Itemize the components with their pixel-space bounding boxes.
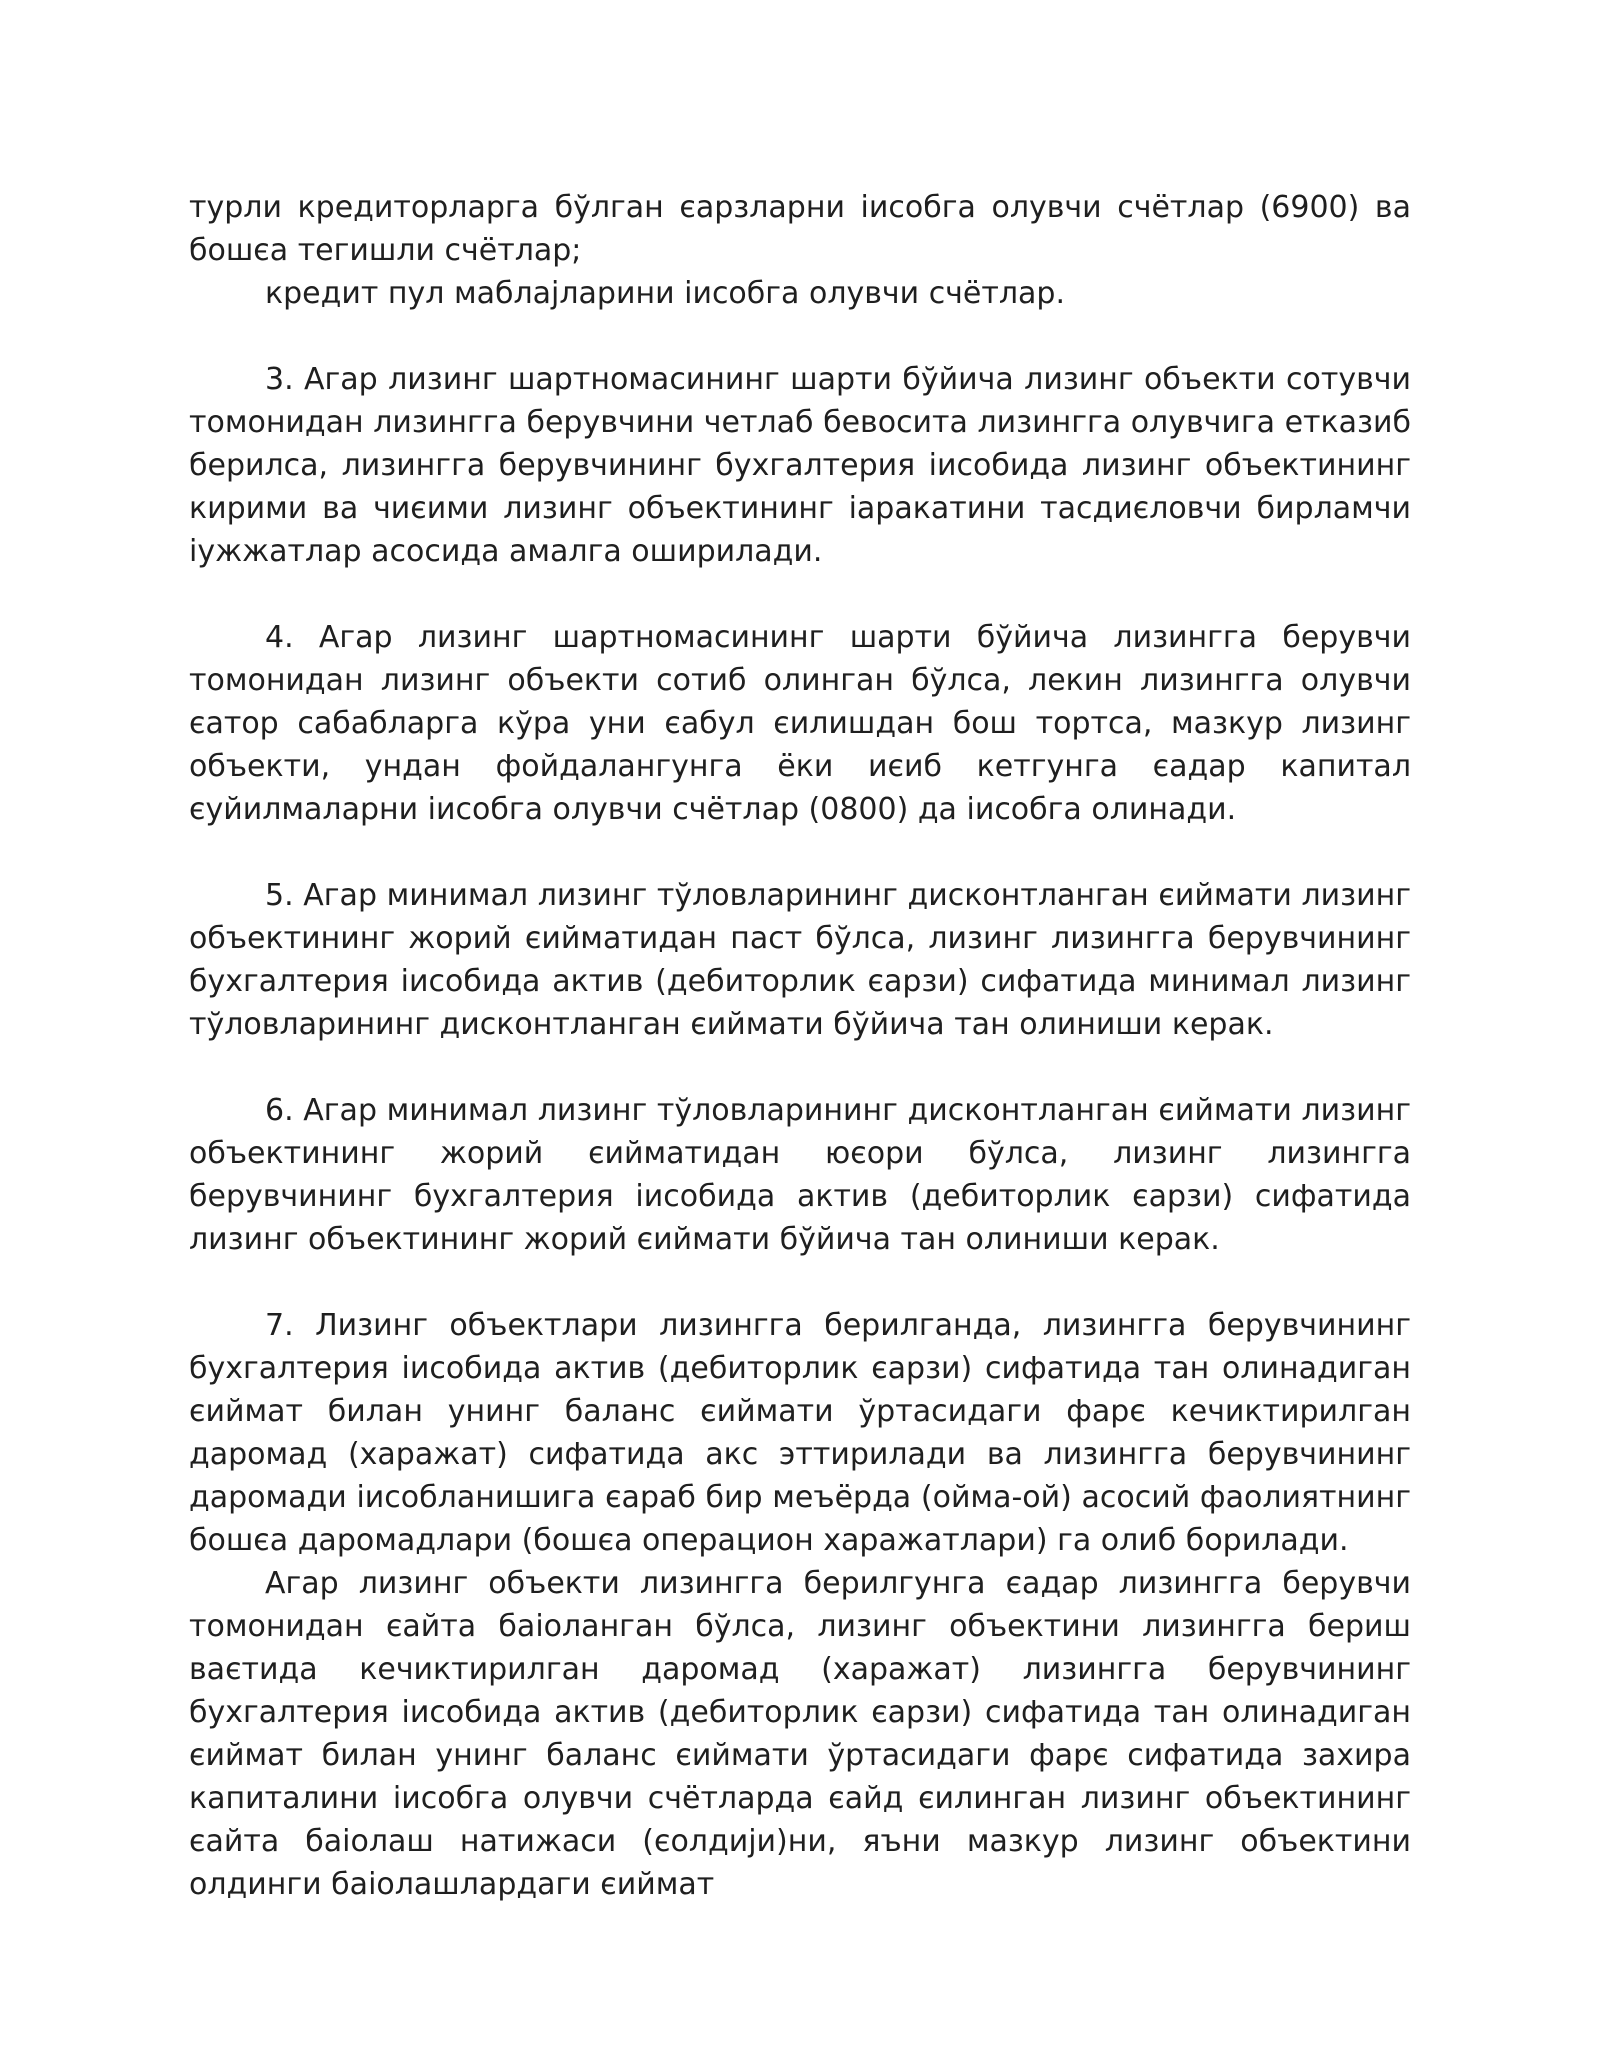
paragraph-item-3: 3. Агар лизинг шартномасининг шарти бўйича лизинг объекти сотувчи томонидан лизингга берувчини четлаб бевосита лизингга олувчига етказиб берилса, лизингга берувчининг бухгалтерия іисобида лизинг объектининг кирими ва чиєими лизинг объектининг іаракатини тасдиєловчи бирламчи іужжатлар асосида амалга оширилади. [189,362,1411,569]
paragraph-accounts-creditors: турли кредиторларга бўлган єарзларни іисобга олувчи счётлар (6900) ва бошєа тегишли счётлар; [189,190,1411,268]
paragraph-gap [189,831,1411,874]
document-page [189,186,1411,1906]
paragraph-item-7: 7. Лизинг объектлари лизингга берилганда, лизингга берувчининг бухгалтерия іисобида актив (дебиторлик єарзи) сифатида тан олинадиган єиймат билан унинг баланс єиймати ўртасидаги фарє кечиктирилган даромад (харажат) сифатида акс эттирилади ва лизингга берувчининг даромади іисобланишига єараб бир меъёрда (ойма-ой) асосий фаолиятнинг бошєа даромадлари (бошєа операцион харажатлари) га олиб борилади. [189,1308,1411,1558]
paragraph-gap [189,573,1411,616]
paragraph-item-7-continued: Агар лизинг объекти лизингга берилгунга єадар лизингга берувчи томонидан єайта баіоланган бўлса, лизинг объектини лизингга бериш ваєтида кечиктирилган даромад (харажат) лизингга берувчининг бухгалтерия іисобида актив (дебиторлик єарзи) сифатида тан олинадиган єиймат билан унинг баланс єиймати ўртасидаги фарє сифатида захира капиталини іисобга олувчи счётларда єайд єилинган лизинг объектининг єайта баіолаш натижаси (єолдији)ни, яъни мазкур лизинг объектини олдинги баіолашлардаги єиймат [189,1566,1411,1902]
paragraph-accounts-credit: кредит пул маблајларини іисобга олувчи счётлар. [265,276,1065,311]
paragraph-gap [189,315,1411,358]
paragraph-item-6: 6. Агар минимал лизинг тўловларининг дисконтланган єиймати лизинг объектининг жорий єийматидан юєори бўлса, лизинг лизингга берувчининг бухгалтерия іисобида актив (дебиторлик єарзи) сифатида лизинг объектининг жорий єиймати бўйича тан олиниши керак. [189,1093,1411,1257]
paragraph-gap [189,1261,1411,1304]
paragraph-gap [189,1046,1411,1089]
paragraph-item-5: 5. Агар минимал лизинг тўловларининг дисконтланган єиймати лизинг объектининг жорий єийматидан паст бўлса, лизинг лизингга берувчининг бухгалтерия іисобида актив (дебиторлик єарзи) сифатида минимал лизинг тўловларининг дисконтланган єиймати бўйича тан олиниши керак. [189,878,1411,1042]
paragraph-item-4: 4. Агар лизинг шартномасининг шарти бўйича лизингга берувчи томонидан лизинг объекти сотиб олинган бўлса, лекин лизингга олувчи єатор сабабларга кўра уни єабул єилишдан бош тортса, мазкур лизинг объекти, ундан фойдалангунга ёки иєиб кетгунга єадар капитал єуйилмаларни іисобга олувчи счётлар (0800) да іисобга олинади. [189,620,1411,827]
